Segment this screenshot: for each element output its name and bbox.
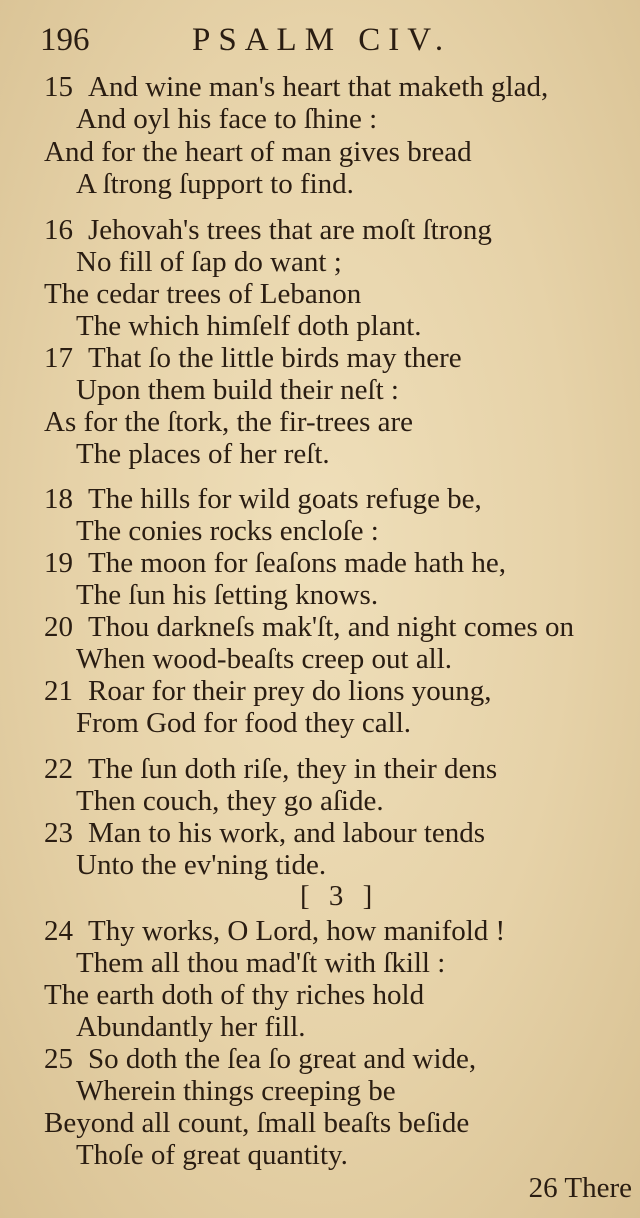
line-text: When wood-beaſts creep out all.: [76, 643, 453, 675]
verse-line: [44, 482, 482, 516]
line-text: From God for food they call.: [76, 707, 412, 739]
verse-line: [76, 167, 354, 201]
verse-line: [44, 978, 424, 1012]
line-text: Abundantly her fill.: [76, 1011, 306, 1043]
verse-number: 22: [44, 753, 73, 785]
line-text: Beyond all count, ſmall beaſts beſide: [44, 1107, 470, 1139]
verse-line: [76, 373, 399, 407]
verse-number: 16: [44, 214, 73, 246]
verse-line: [44, 1042, 476, 1076]
line-text: The hills for wild goats refuge be,: [88, 483, 482, 515]
line-text: And for the heart of man gives bread: [44, 136, 472, 168]
verse-line: [76, 1138, 348, 1172]
line-text: Them all thou mad'ſt with ſkill :: [76, 947, 446, 979]
verse-line: [76, 946, 445, 980]
line-text: And wine man's heart that maketh glad,: [88, 71, 549, 103]
line-text: Unto the ev'ning tide.: [76, 849, 327, 881]
verse-line: [76, 1010, 306, 1044]
section-mark: [ 3 ]: [300, 880, 379, 912]
line-text: Man to his work, and labour tends: [88, 817, 486, 849]
line-text: No fill of ſap do want ;: [76, 246, 342, 278]
line-text: Roar for their prey do lions young,: [88, 675, 492, 707]
verse-line: [44, 405, 413, 439]
verse-line: [76, 309, 422, 343]
line-text: Thoſe of great quantity.: [76, 1139, 348, 1171]
verse-line: [44, 610, 574, 644]
line-text: The cedar trees of Lebanon: [44, 278, 362, 310]
line-text: As for the ſtork, the fir-trees are: [44, 406, 414, 438]
page-header: [0, 22, 640, 66]
verse-number: 25: [44, 1043, 73, 1075]
line-text: The ſun doth riſe, they in their dens: [88, 753, 498, 785]
verse-number: 20: [44, 611, 73, 643]
verse-number: 23: [44, 817, 73, 849]
verse-number: 15: [44, 71, 73, 103]
verse-line: [44, 752, 497, 786]
line-text: Then couch, they go aſide.: [76, 785, 384, 817]
verse-line: [44, 213, 492, 247]
line-text: The earth doth of thy riches hold: [44, 979, 425, 1011]
verse-line: [44, 1106, 469, 1140]
line-text: The which himſelf doth plant.: [76, 310, 422, 342]
verse-line: [76, 578, 378, 612]
line-text: A ſtrong ſupport to find.: [76, 168, 354, 200]
line-text: Thou darkneſs mak'ſt, and night comes on: [88, 611, 575, 643]
verse-line: [76, 102, 377, 136]
page-number: 196: [40, 22, 90, 58]
verse-line: [44, 341, 462, 375]
line-text: Wherein things creeping be: [76, 1075, 396, 1107]
line-text: Thy works, O Lord, how manifold !: [88, 915, 506, 947]
verse-line: [44, 674, 492, 708]
verse-line: [76, 784, 384, 818]
line-text: The places of her reſt.: [76, 438, 330, 470]
line-text: The moon for ſeaſons made hath he,: [88, 547, 506, 579]
line-text: Upon them build their neſt :: [76, 374, 399, 406]
running-title: PSALM CIV.: [192, 22, 452, 58]
verse-number: 17: [44, 342, 73, 374]
verse-number: 21: [44, 675, 73, 707]
verse-line: [44, 816, 485, 850]
verse-line: [44, 277, 361, 311]
line-text: Jehovah's trees that are moſt ſtrong: [88, 214, 492, 246]
verse-line: [76, 642, 452, 676]
verse-line: [76, 245, 342, 279]
verse-line: [44, 914, 505, 948]
verse-line: [76, 1074, 396, 1108]
verse-line: [44, 70, 548, 104]
line-text: The ſun his ſetting knows.: [76, 579, 379, 611]
catchword: 26 There: [528, 1172, 632, 1204]
verse-number: 19: [44, 547, 73, 579]
verse-number: 24: [44, 915, 73, 947]
verse-line: [44, 546, 506, 580]
line-text: The conies rocks encloſe :: [76, 515, 379, 547]
verse-line: [44, 135, 472, 169]
verse-line: [76, 848, 326, 882]
verse-line: [76, 706, 411, 740]
line-text: And oyl his face to ſhine :: [76, 103, 378, 135]
line-text: That ſo the little birds may there: [88, 342, 462, 374]
verse-line: [76, 437, 330, 471]
verse-number: 18: [44, 483, 73, 515]
verse-line: [76, 514, 379, 548]
line-text: So doth the ſea ſo great and wide,: [88, 1043, 477, 1075]
